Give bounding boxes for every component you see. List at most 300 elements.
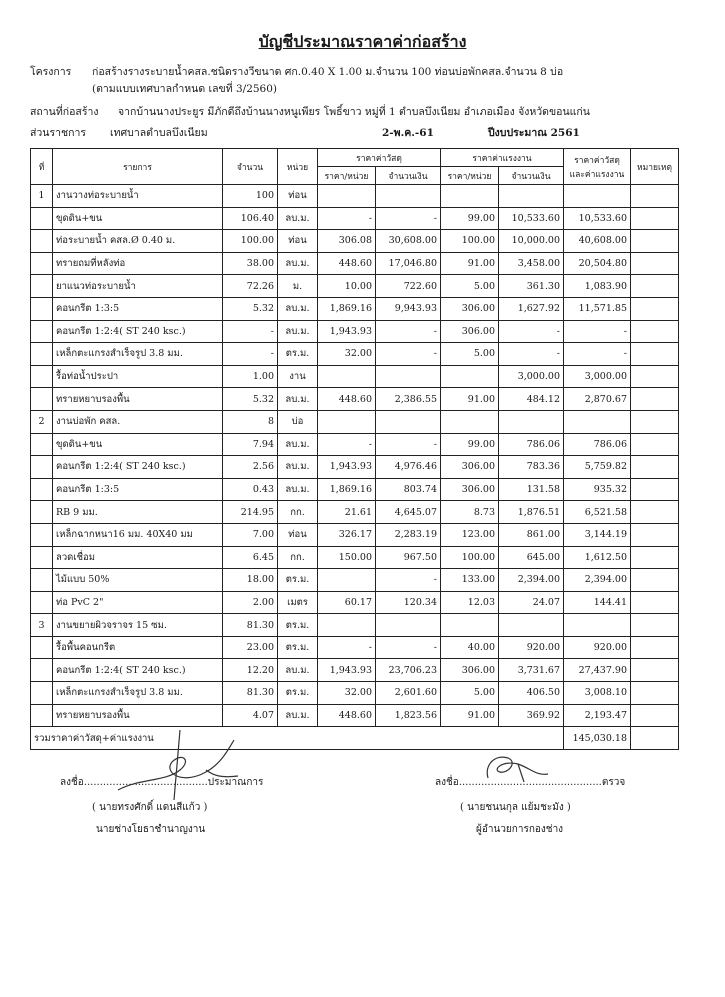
row-number — [31, 365, 53, 388]
row-material-unit-price: 1,869.16 — [318, 297, 376, 320]
row-unit: กก. — [278, 546, 318, 569]
project-line-1: ก่อสร้างรางระบายน้ำคสล.ชนิดรางวีขนาด ศก.0.40 X 1.00 ม.จำนวน 100 ท่อนบ่อพักคสล.จำนวน 8 บ่อ — [92, 66, 564, 78]
right-signer-name: ( นายชนนกุล แย้มชะมัง ) — [460, 802, 571, 813]
row-quantity: 214.95 — [223, 501, 278, 524]
row-quantity: 6.45 — [223, 546, 278, 569]
row-number: 2 — [31, 410, 53, 433]
header-total-line-2: และค่าแรงงาน — [569, 169, 625, 180]
row-labor-amount: 3,731.67 — [499, 659, 564, 682]
row-item: คอนกรีต 1:3:5 — [53, 297, 223, 320]
row-material-unit-price: 60.17 — [318, 591, 376, 614]
row-unit: ลบ.ม. — [278, 659, 318, 682]
row-item: งานบ่อพัก คสล. — [53, 410, 223, 433]
row-labor-amount: - — [499, 343, 564, 366]
row-number — [31, 388, 53, 411]
header-unit: หน่วย — [278, 149, 318, 185]
table-row — [31, 569, 679, 592]
row-material-amount: - — [376, 343, 441, 366]
row-item: เหล็กตะแกรงสำเร็จรูป 3.8 มม. — [53, 682, 223, 705]
table-row — [31, 591, 679, 614]
row-material-unit-price: 21.61 — [318, 501, 376, 524]
row-remark — [631, 365, 679, 388]
project-line-2: (ตามแบบเทศบาลกำหนด เลขที่ 3/2560) — [92, 83, 278, 95]
document-date: 2-พ.ค.-61 — [382, 127, 434, 139]
row-item: ทรายถมที่หลังท่อ — [53, 252, 223, 275]
row-item: เหล็กตะแกรงสำเร็จรูป 3.8 มม. — [53, 343, 223, 366]
row-material-unit-price — [318, 614, 376, 637]
row-labor-amount — [499, 410, 564, 433]
row-labor-amount — [499, 614, 564, 637]
right-dots: ............................................. — [458, 777, 602, 788]
row-total: 144.41 — [564, 591, 631, 614]
row-quantity: 12.20 — [223, 659, 278, 682]
row-item: ขุดดิน+ขน — [53, 433, 223, 456]
row-labor-amount: 1,876.51 — [499, 501, 564, 524]
row-labor-unit-price: 306.00 — [441, 456, 499, 479]
row-labor-unit-price: 99.00 — [441, 207, 499, 230]
row-unit: ท่อน — [278, 523, 318, 546]
left-signer-position: นายช่างโยธาชำนาญงาน — [96, 824, 206, 835]
row-quantity: - — [223, 320, 278, 343]
table-row — [31, 297, 679, 320]
grand-total-value: 145,030.18 — [564, 727, 631, 750]
left-dots: ....................................... — [83, 777, 208, 788]
row-remark — [631, 523, 679, 546]
left-sign-prefix: ลงชื่อ — [60, 777, 84, 788]
row-unit: ลบ.ม. — [278, 433, 318, 456]
row-quantity: 5.32 — [223, 297, 278, 320]
row-quantity: 106.40 — [223, 207, 278, 230]
row-item: ยาแนวท่อระบายน้ำ — [53, 275, 223, 298]
row-remark — [631, 501, 679, 524]
row-total: 1,612.50 — [564, 546, 631, 569]
row-item: ลวดเชื่อม — [53, 546, 223, 569]
row-remark — [631, 297, 679, 320]
row-material-amount: 30,608.00 — [376, 230, 441, 253]
row-number — [31, 478, 53, 501]
row-labor-amount: 3,458.00 — [499, 252, 564, 275]
section-row — [31, 185, 679, 208]
row-material-unit-price: 1,869.16 — [318, 478, 376, 501]
row-unit: ตร.ม. — [278, 343, 318, 366]
row-labor-amount: 2,394.00 — [499, 569, 564, 592]
row-material-amount — [376, 185, 441, 208]
row-material-amount: 4,976.46 — [376, 456, 441, 479]
row-remark — [631, 410, 679, 433]
row-labor-unit-price: 5.00 — [441, 343, 499, 366]
row-item: ทรายหยาบรองพื้น — [53, 704, 223, 727]
row-labor-unit-price: 123.00 — [441, 523, 499, 546]
row-number — [31, 252, 53, 275]
row-remark — [631, 433, 679, 456]
row-number: 1 — [31, 185, 53, 208]
row-labor-unit-price: 12.03 — [441, 591, 499, 614]
header-material: ราคาค่าวัสดุ — [318, 149, 441, 167]
row-labor-unit-price — [441, 410, 499, 433]
header-total — [564, 149, 631, 185]
row-quantity: 23.00 — [223, 636, 278, 659]
row-total: 5,759.82 — [564, 456, 631, 479]
budget-year: ปีงบประมาณ 2561 — [488, 127, 580, 139]
right-sign-role: ตรวจ — [601, 777, 626, 788]
row-remark — [631, 343, 679, 366]
row-total: 3,008.10 — [564, 682, 631, 705]
row-item: คอนกรีต 1:3:5 — [53, 478, 223, 501]
row-total: 40,608.00 — [564, 230, 631, 253]
row-labor-amount: 406.50 — [499, 682, 564, 705]
row-unit: ลบ.ม. — [278, 478, 318, 501]
row-labor-amount: - — [499, 320, 564, 343]
left-handwritten-signature — [110, 700, 250, 810]
row-quantity: 2.56 — [223, 456, 278, 479]
location-label: สถานที่ก่อสร้าง — [30, 106, 99, 118]
row-material-amount: - — [376, 636, 441, 659]
row-quantity: 7.00 — [223, 523, 278, 546]
row-labor-unit-price: 5.00 — [441, 275, 499, 298]
row-total: 1,083.90 — [564, 275, 631, 298]
row-material-unit-price: - — [318, 636, 376, 659]
row-labor-unit-price: 91.00 — [441, 388, 499, 411]
row-unit: ลบ.ม. — [278, 207, 318, 230]
row-remark — [631, 636, 679, 659]
row-total: 786.06 — [564, 433, 631, 456]
row-number — [31, 230, 53, 253]
row-item: คอนกรีต 1:2:4( ST 240 ksc.) — [53, 320, 223, 343]
row-material-amount: 17,046.80 — [376, 252, 441, 275]
row-unit: ลบ.ม. — [278, 388, 318, 411]
table-row — [31, 523, 679, 546]
row-quantity: 38.00 — [223, 252, 278, 275]
row-number: 3 — [31, 614, 53, 637]
row-item: RB 9 มม. — [53, 501, 223, 524]
row-remark — [631, 478, 679, 501]
row-unit: ตร.ม. — [278, 569, 318, 592]
row-labor-unit-price: 91.00 — [441, 704, 499, 727]
bill-of-quantities-table — [30, 148, 679, 750]
row-material-unit-price: 448.60 — [318, 252, 376, 275]
row-labor-unit-price: 40.00 — [441, 636, 499, 659]
row-remark — [631, 456, 679, 479]
row-number — [31, 433, 53, 456]
row-labor-amount: 786.06 — [499, 433, 564, 456]
header-no: ที่ — [31, 149, 53, 185]
row-item: รื้อพื้นคอนกรีต — [53, 636, 223, 659]
row-quantity: 5.32 — [223, 388, 278, 411]
row-labor-unit-price: 8.73 — [441, 501, 499, 524]
row-unit: ตร.ม. — [278, 614, 318, 637]
row-total: 6,521.58 — [564, 501, 631, 524]
row-labor-amount — [499, 185, 564, 208]
row-material-amount: 9,943.93 — [376, 297, 441, 320]
row-quantity: 2.00 — [223, 591, 278, 614]
left-signer-name: ( นายทรงศักดิ์ แดนสีแก้ว ) — [92, 802, 208, 813]
row-unit: กก. — [278, 501, 318, 524]
row-labor-unit-price: 100.00 — [441, 546, 499, 569]
row-number — [31, 659, 53, 682]
row-item: รื้อท่อน้ำประปา — [53, 365, 223, 388]
document-title: บัญชีประมาณราคาค่าก่อสร้าง — [258, 32, 467, 51]
row-labor-unit-price — [441, 185, 499, 208]
row-unit: ตร.ม. — [278, 682, 318, 705]
row-material-unit-price: 1,943.93 — [318, 659, 376, 682]
row-labor-unit-price: 100.00 — [441, 230, 499, 253]
row-unit: เมตร — [278, 591, 318, 614]
row-material-amount: 967.50 — [376, 546, 441, 569]
row-labor-unit-price — [441, 365, 499, 388]
row-quantity: - — [223, 343, 278, 366]
row-labor-unit-price — [441, 614, 499, 637]
row-material-amount: - — [376, 207, 441, 230]
row-total: 2,394.00 — [564, 569, 631, 592]
row-unit: ลบ.ม. — [278, 320, 318, 343]
row-total: 27,437.90 — [564, 659, 631, 682]
row-labor-amount: 783.36 — [499, 456, 564, 479]
row-unit: บ่อ — [278, 410, 318, 433]
row-material-unit-price: - — [318, 433, 376, 456]
row-material-amount: 4,645.07 — [376, 501, 441, 524]
row-labor-unit-price: 133.00 — [441, 569, 499, 592]
row-quantity: 1.00 — [223, 365, 278, 388]
row-material-amount: 1,823.56 — [376, 704, 441, 727]
row-remark — [631, 320, 679, 343]
row-material-unit-price: 150.00 — [318, 546, 376, 569]
row-material-unit-price: 32.00 — [318, 682, 376, 705]
row-item: ไม้แบบ 50% — [53, 569, 223, 592]
row-item: เหล็กฉากหนา16 มม. 40X40 มม — [53, 523, 223, 546]
row-labor-amount: 369.92 — [499, 704, 564, 727]
row-total: - — [564, 343, 631, 366]
row-remark — [631, 591, 679, 614]
row-number — [31, 704, 53, 727]
row-total: 3,000.00 — [564, 365, 631, 388]
header-total-line-1: ราคาค่าวัสดุ — [574, 155, 620, 166]
table-row — [31, 636, 679, 659]
section-row — [31, 614, 679, 637]
row-unit: ตร.ม. — [278, 636, 318, 659]
row-labor-unit-price: 91.00 — [441, 252, 499, 275]
table-row — [31, 388, 679, 411]
row-material-amount: 803.74 — [376, 478, 441, 501]
table-row — [31, 546, 679, 569]
table-row — [31, 478, 679, 501]
row-labor-amount: 3,000.00 — [499, 365, 564, 388]
row-number — [31, 456, 53, 479]
right-signer-position: ผู้อำนวยการกองช่าง — [476, 824, 564, 835]
row-unit: ท่อน — [278, 185, 318, 208]
row-total: 11,571.85 — [564, 297, 631, 320]
row-remark — [631, 614, 679, 637]
row-item: งานขยายผิวจราจร 15 ซม. — [53, 614, 223, 637]
table-row — [31, 456, 679, 479]
row-material-amount: - — [376, 433, 441, 456]
row-material-unit-price: 1,943.93 — [318, 456, 376, 479]
row-item: ทรายหยาบรองพื้น — [53, 388, 223, 411]
row-total: 920.00 — [564, 636, 631, 659]
table-row — [31, 207, 679, 230]
row-quantity: 0.43 — [223, 478, 278, 501]
row-labor-unit-price: 99.00 — [441, 433, 499, 456]
row-quantity: 100 — [223, 185, 278, 208]
row-remark — [631, 230, 679, 253]
header-material-unit-price: ราคา/หน่วย — [318, 167, 376, 185]
row-material-unit-price: 448.60 — [318, 704, 376, 727]
table-header — [31, 149, 679, 185]
row-remark — [631, 275, 679, 298]
row-labor-amount: 131.58 — [499, 478, 564, 501]
row-number — [31, 636, 53, 659]
header-labor-unit-price: ราคา/หน่วย — [441, 167, 499, 185]
row-material-unit-price: 306.08 — [318, 230, 376, 253]
table-row — [31, 365, 679, 388]
row-quantity: 4.07 — [223, 704, 278, 727]
row-item: ขุดดิน+ขน — [53, 207, 223, 230]
project-label: โครงการ — [30, 66, 72, 78]
row-item: คอนกรีต 1:2:4( ST 240 ksc.) — [53, 456, 223, 479]
row-unit: งาน — [278, 365, 318, 388]
row-material-amount: - — [376, 320, 441, 343]
row-labor-amount: 1,627.92 — [499, 297, 564, 320]
row-labor-amount: 24.07 — [499, 591, 564, 614]
row-material-unit-price: - — [318, 207, 376, 230]
row-remark — [631, 185, 679, 208]
header-labor-amount: จำนวนเงิน — [499, 167, 564, 185]
row-item: ท่อระบายน้ำ คสล.Ø 0.40 ม. — [53, 230, 223, 253]
row-material-amount: 2,386.55 — [376, 388, 441, 411]
row-unit: ลบ.ม. — [278, 252, 318, 275]
row-material-amount: 2,283.19 — [376, 523, 441, 546]
row-number — [31, 591, 53, 614]
row-material-unit-price: 1,943.93 — [318, 320, 376, 343]
table-row — [31, 501, 679, 524]
row-number — [31, 546, 53, 569]
row-total: 2,193.47 — [564, 704, 631, 727]
row-remark — [631, 704, 679, 727]
row-labor-amount: 10,000.00 — [499, 230, 564, 253]
row-total: 10,533.60 — [564, 207, 631, 230]
row-material-amount: 120.34 — [376, 591, 441, 614]
row-remark — [631, 207, 679, 230]
header-remark: หมายเหตุ — [631, 149, 679, 185]
row-remark — [631, 388, 679, 411]
row-unit: ม. — [278, 275, 318, 298]
row-total: 2,870.67 — [564, 388, 631, 411]
row-material-unit-price — [318, 365, 376, 388]
row-labor-amount: 361.30 — [499, 275, 564, 298]
row-labor-unit-price: 306.00 — [441, 320, 499, 343]
row-material-amount — [376, 410, 441, 433]
row-number — [31, 343, 53, 366]
row-number — [31, 569, 53, 592]
row-material-unit-price: 10.00 — [318, 275, 376, 298]
row-labor-amount: 861.00 — [499, 523, 564, 546]
row-material-amount: 722.60 — [376, 275, 441, 298]
row-labor-amount: 920.00 — [499, 636, 564, 659]
row-labor-amount: 10,533.60 — [499, 207, 564, 230]
right-sign-prefix: ลงชื่อ — [435, 777, 459, 788]
row-number — [31, 682, 53, 705]
row-item: คอนกรีต 1:2:4( ST 240 ksc.) — [53, 659, 223, 682]
row-total: - — [564, 320, 631, 343]
row-material-amount: - — [376, 569, 441, 592]
row-quantity: 8 — [223, 410, 278, 433]
row-number — [31, 275, 53, 298]
row-total: 3,144.19 — [564, 523, 631, 546]
row-total — [564, 185, 631, 208]
right-handwritten-signature — [478, 748, 558, 788]
row-number — [31, 523, 53, 546]
row-total — [564, 410, 631, 433]
row-quantity: 100.00 — [223, 230, 278, 253]
row-labor-amount: 484.12 — [499, 388, 564, 411]
grand-total-remark — [631, 727, 679, 750]
table-row — [31, 433, 679, 456]
row-item: ท่อ PvC 2" — [53, 591, 223, 614]
row-total: 935.32 — [564, 478, 631, 501]
section-row — [31, 410, 679, 433]
row-number — [31, 297, 53, 320]
agency-label: ส่วนราชการ — [30, 127, 87, 139]
table-body — [31, 185, 679, 727]
table-row — [31, 343, 679, 366]
left-sign-role: ประมาณการ — [207, 777, 264, 788]
location-value: จากบ้านนางประยูร มีภักดีถึงบ้านนางหนูเพียร โพธิ์ขาว หมู่ที่ 1 ตำบลบึงเนียม อำเภอเมือง จังหวัดขอนแก่น — [118, 106, 590, 118]
row-remark — [631, 252, 679, 275]
row-remark — [631, 546, 679, 569]
header-item: รายการ — [53, 149, 223, 185]
row-material-amount: 23,706.23 — [376, 659, 441, 682]
row-number — [31, 501, 53, 524]
row-item: งานวางท่อระบายน้ำ — [53, 185, 223, 208]
agency-value: เทศบาลตำบลบึงเนียม — [110, 127, 208, 139]
row-labor-unit-price: 306.00 — [441, 478, 499, 501]
row-material-unit-price — [318, 185, 376, 208]
row-quantity: 18.00 — [223, 569, 278, 592]
header-material-amount: จำนวนเงิน — [376, 167, 441, 185]
row-total: 20,504.80 — [564, 252, 631, 275]
row-unit: ลบ.ม. — [278, 456, 318, 479]
row-unit: ลบ.ม. — [278, 297, 318, 320]
row-labor-unit-price: 306.00 — [441, 297, 499, 320]
row-remark — [631, 682, 679, 705]
row-labor-unit-price: 306.00 — [441, 659, 499, 682]
row-quantity: 81.30 — [223, 682, 278, 705]
row-remark — [631, 659, 679, 682]
row-quantity: 7.94 — [223, 433, 278, 456]
row-material-amount — [376, 614, 441, 637]
row-material-amount — [376, 365, 441, 388]
row-labor-amount: 645.00 — [499, 546, 564, 569]
row-material-unit-price: 448.60 — [318, 388, 376, 411]
row-labor-unit-price: 5.00 — [441, 682, 499, 705]
row-total — [564, 614, 631, 637]
table-row — [31, 275, 679, 298]
table-row — [31, 252, 679, 275]
row-quantity: 81.30 — [223, 614, 278, 637]
row-unit: ท่อน — [278, 230, 318, 253]
table-row — [31, 320, 679, 343]
row-material-unit-price — [318, 569, 376, 592]
row-unit: ลบ.ม. — [278, 704, 318, 727]
table-row — [31, 230, 679, 253]
grand-total-label: รวมราคาค่าวัสดุ+ค่าแรงงาน — [31, 727, 564, 750]
row-number — [31, 207, 53, 230]
row-number — [31, 320, 53, 343]
header-qty: จำนวน — [223, 149, 278, 185]
row-quantity: 72.26 — [223, 275, 278, 298]
row-material-unit-price: 32.00 — [318, 343, 376, 366]
row-material-unit-price: 326.17 — [318, 523, 376, 546]
row-material-amount: 2,601.60 — [376, 682, 441, 705]
